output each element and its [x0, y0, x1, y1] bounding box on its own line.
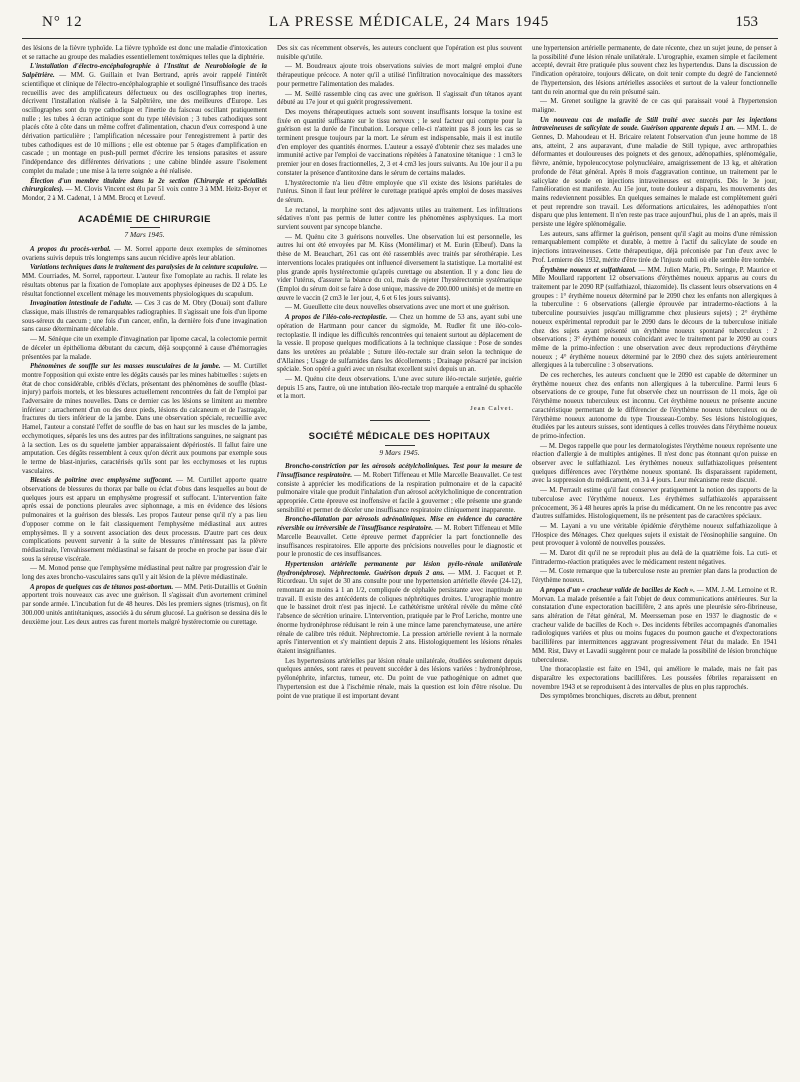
report-body: — MM. L. de Gennes, D. Mahoudeau et H. Bricaire relatent l'observation d'un jeune homme de 18 ans, atteint, 2 ans auparavant, d'une maladie de Still typique, avec arthropathies déformantes et douloureuses des poignets et des genoux, adénopathies, splénomégalie, fièvre, anémie, hypoleucocytose polynucléaire, amaigrissement de 13 kg, et altération profonde de l'état général. Après 8 mois d'aggravation continue, un traitement par le salicylate de soude en injections intraveineuses est entrepris. Dès le 3e jour, l'amélioration est manifeste. Au 15e jour, toute douleur a disparu, les mouvements des mains redeviennent possibles. En quelques semaines le malade est complètement guéri et peut reprendre son travail. Les déformations articulaires, les adénopathies n'ont disparu que plus lentement. Il n'en reste pas trace aujourd'hui, plus de 1 an après, mais il persiste une légère splénomégalie.: [532, 125, 777, 229]
paragraph: — M. Boudreaux ajoute trois observations suivies de mort malgré emploi d'une thérapeutique précoce. A noter qu'il a utilisé l'infiltration novocaïnique des masséters pour permettre l'alimentation des malades.: [277, 63, 522, 88]
paragraph: Les auteurs, sans affirmer la guérison, pensent qu'il s'agit au moins d'une rémission remarquablement complète et durable, à mettre à l'actif du salicylate de soude en injections intraveineuses. Cette thérapeutique, déjà préconisée par l'un d'eux avec le Prof. Lemierre dès 1932, mérite d'être tirée de l'injuste oubli où elle semble être tombée.: [532, 230, 777, 264]
report-body: — MM. J. Facquet et P. Ricordeau. Un sujet de 30 ans consulte pour une hypertension artérielle élevée (24-12), remontant au moins à 1 an 1/2, compliquée de céphalée persistante avec inaptitude au travail. Il existe des antécédents de coliques néphrétiques droites. L'urographie montre que le bassinet droit n'est pas injecté. Le cathétérisme urétéral révèle du même côté l'absence de sécrétion urinaire. L'intervention, pratiquée par le Prof Leriche, montre une énorme hydronéphrose réduisant le rein à une mince lame parenchymateuse, une artère rénale de calibre très réduit. Néphrectomie. La pression artérielle revient à la normale après l'intervention et s'y maintient depuis 2 ans. Histologiquement les lésions rénales étaient insignifiantes.: [277, 569, 522, 655]
section-date: 9 Mars 1945.: [379, 447, 420, 457]
column-1: [22, 45, 267, 1075]
report-title: Invagination intestinale de l'adulte.: [30, 300, 133, 308]
report-body: — MM. G. Guillain et Ivan Bertrand, après avoir rappelé l'intérêt scientifique et clinique de l'électro-encéphalographie et souligné l'insuffisance des tracés recueillis avec des amplificateurs défectueux ou des oscillographes trop inertes, décrivent l'installation réalisée à la Salpêtrière, une des meilleures d'Europe. Les oscillographes sont du type cathodique et l'inertie du faisceau oscillant pratiquement nulle ; les tubes à écran actinique sont du type télévision ; 3 tubes cathodiques sont placés côte à côte dans un même coffret d'alimentation, chacun d'eux correspond à une dérivation particulière ; l'amplification nécessaire pour l'enregistrement à partir des tubes cathodiques est de 10 millions ; elle est obtenue par 5 étages d'amplification en cascade ; un montage en push-pull permet d'écrire les tensions parasites et assure l'indépendance des différentes dérivations ; une cabine blindée assure l'isolement complet du malade ; une mise à la terre soignée a été réalisée.: [22, 72, 267, 175]
section-date: 7 Mars 1945.: [124, 230, 165, 240]
report-title: L'installation d'électro-encéphalographie à l'Institut de Neurobiologie de la Salpêtrière.: [22, 63, 267, 80]
report-body: — M. Curtillet montre l'opposition qui existe entre les dégâts causés par les mines habituelles : sujets en état de choc considérable, criblés d'éclats, présentant des phénomènes de souffle (blast-injury) parfois mortels, et les blessures actuellement rencontrées du fait de l'emploi par l'adversaire de mines nouvelles. Dans ce dernier cas les lésions se limitent au membre inférieur : arrachement d'un ou des deux pieds, lésions du calcaneum et de l'astragale, fractures du tiers inférieur de la jambe. Dans une observation spéciale, recueillie avec Hamel, l'auteur a constaté l'effet de souffle de bas en haut sur les muscles de la jambe, ecchymotiques, séparés les uns des autres par des infiltrations sanguines, ne saignant pas à la section. Les os du squelette jambier apparaissaient dépériostés. Il fallut faire une amputation. Ces dégâts ressemblent à ceux qu'on décrit aux poumons par exemple sous le terme de blast-injuries, caractérisés qu'ils sont par les ecchymoses et les ruptus vasculaires.: [22, 363, 267, 475]
author-signature: Jean Calvet.: [470, 405, 514, 413]
paragraph: [277, 561, 522, 657]
report-title: Hypertension artérielle permanente par lésion pyélo-rénale unilatérale (hydronéphrose). Néphrectomie. Guérison depuis 2 ans.: [277, 560, 522, 577]
paragraph: [22, 477, 267, 564]
report-body: — M. Robert Tiffeneau et Mlle Marcelle Beauvallet. Ce test consiste à apprécier les modifications de la respiration pulmonaire et de la capacité pulmonaire vitale que produit l'inhalation d'un aérosol acétylcholinique de concentration appropriée. Cette épreuve est inoffensive et facile à gouverner ; elle présente une grande sensibilité et permet de déceler une insuffisance respiratoire cliniquement inapparente.: [277, 471, 522, 514]
paragraph: — M. Sénèque cite un exemple d'invagination par lipome cæcal, la colectomie permit de déceler un épithélioma débutant du cæcum, déjà soupçonné à cause d'hémorragies présentées par la malade.: [22, 336, 267, 361]
report-title: Un nouveau cas de maladie de Still traité avec succès par les injections intraveineuses de salicylate de soude. Guérison apparente depuis 1 an.: [532, 116, 777, 133]
paragraph: Des six cas récemment observés, les auteurs concluent que l'opération est plus souvent nuisible qu'utile.: [277, 45, 522, 61]
report-title: Élection d'un membre titulaire dans la 2e section (Chirurgie et spécialités chirurgicales).: [22, 177, 267, 194]
paragraph: [532, 117, 777, 230]
page-header: [22, 14, 778, 39]
report-body: — Chez un homme de 53 ans, ayant subi une opération de Hartmann pour cancer du sigmoïde, M. Rudler fit une iléo-colo-rectoplastie. Il indique les difficultés rencontrées qui tenaient surtout au déplacement de la vessie. Il propose quelques modifications à la technique classique : Pose de sondes dans les uretères au préalable ; Suture iléo-rectale sur drain selon la technique de d'Allaines ; Usage de sulfamides dans les décollements ; Drainage présacré par incision spéciale. Son opéré a guéri avec un résultat excellent suivi depuis un an.: [277, 314, 522, 374]
report-title: Phénomènes de souffle sur les masses musculaires de la jambe.: [30, 363, 221, 371]
report-title: A propos de l'iléo-colo-rectoplastie.: [285, 314, 388, 322]
paragraph: Des symptômes bronchiques, discrets au début, prennent: [540, 693, 697, 701]
report-body: — MM. Petit-Dutaillis et Guénin apportent trois nouveaux cas avec une guérison. Il s'agissait d'un avortement criminel par sonde armée. L'incubation fut de 48 heures. Dès les premiers signes (trismus), on fit 300.000 unités antitétaniques, associés à du sérum glucosé. La guérison se dessina dès le deuxième jour. Les deux autres cas furent mortels malgré hystérectomie ou curettage.: [22, 583, 267, 626]
paragraph: Des moyens thérapeutiques actuels sont souvent insuffisants lorsque la toxine est fixée en quantité suffisante sur le tissu nerveux ; le seul facteur qui compte pour la guérison est la durée de l'incubation. Lorsque celle-ci n'atteint pas 8 jours les cas se terminent presque toujours par la mort. Le sérum est indispensable, mais il est inutile d'en employer des quantités énormes. L'auteur a essayé d'obtenir chez ses malades une immunité active par l'emploi de vaccinations répétées à l'anatoxine tétanique : 1 cm3 le premier jour en doses fractionnelles, 2, 3 et 4 cm3 les jours suivants. Au 10e jour il a pu constater la présence d'antitoxine dans le sérum de certains malades.: [277, 108, 522, 177]
journal-title: LA PRESSE MÉDICALE, 24 Mars 1945: [268, 14, 550, 30]
paragraph: [22, 178, 267, 204]
paragraph: [277, 314, 522, 375]
section-rule: [130, 227, 160, 228]
end-rule: [370, 420, 430, 421]
report-title: A propos de quelques cas de tétanos post-abortum.: [30, 583, 174, 591]
report-body: — MM. Courriades, M. Sorrel, rapporteur. L'auteur fixe l'omoplate au rachis. Il relate les résultats obtenus par la fixation de l'omoplate aux apophyses épineuses de D2 à D5. Le résultat fonctionnel excellent ménage les mouvements physiologiques du scapulum.: [22, 264, 267, 298]
paragraph: — M. Layani a vu une véritable épidémie d'érythème noueux sulfathiazolique à l'Hospice des Ménages. Chez quelques sujets il existait de l'éosinophilie sanguine. On peut provoquer à volonté de nouvelles poussées.: [532, 522, 777, 548]
section-title: ACADÉMIE DE CHIRURGIE: [78, 213, 211, 225]
paragraph: [22, 363, 267, 476]
report-body: — MM. Julien Marie, Ph. Seringe, P. Maurice et Mlle Moullard rapportent 12 observations d'érythèmes noueux apparus au cours du traitement par le 2090 RP (sulfathiazol, thiazomide). Ils classent leurs observations en 4 groupes : 1° érythème noueux déterminé par le 2090 chez les enfants non allergiques à la tuberculine : 6 observations (allergie éprouvée par intradermo-réactions à la tuberculine poursuivies jusqu'au milligramme chez plusieurs sujets) ; 2° érythème noueux expérimental reproduit par le 2090 dans le décours de la tuberculose initiale chez des sujets ayant présenté un érythème noueux spontané tuberculeux : 2 observations ; 3° érythème noueux coïncidant avec le traitement par le 2090 au cours même de la primo-infection : une observation avec deux reproductions d'érythème noueux ; 4° érythème noueux déterminé par le 2090 chez des sujets antérieurement allergiques à la tuberculine : 3 observations.: [532, 266, 777, 370]
paragraph: — M. Quénu cite deux observations. L'une avec suture iléo-rectale surjetée, guérie depuis 15 ans, l'autre, où une intubation iléo-rectale trop marquée a entraîné du sphacèle et la mort.: [277, 376, 522, 401]
paragraph: [22, 584, 267, 628]
report-body: — M. Robert Tiffeneau et Mlle Marcelle Beauvallet. Cette épreuve permet d'apprécier la part fonctionnelle des insuffisances respiratoires. Elle apporte des précisions nouvelles pour le diagnostic et pour le pronostic de ces insuffisances.: [277, 525, 522, 559]
report-body: — M. Sorrel apporte deux exemples de séminomes ovariens suivis depuis très longtemps sans aucun récidive après leur ablation.: [22, 246, 267, 262]
columns: [22, 45, 778, 1075]
paragraph: des lésions de la fièvre typhoïde. La fièvre typhoïde est donc une maladie d'intoxication et se rattache au groupe des maladies essentiellement toxémiques telles que la diphtérie.: [22, 45, 267, 61]
paragraph: — M. Seillé rassemble cinq cas avec une guérison. Il s'agissait d'un tétanos ayant débuté au 17e jour et qui guérit progressivement.: [277, 90, 522, 107]
paragraph: — M. Monod pense que l'emphysème médiastinal peut naître par progression d'air le long des axes broncho-vasculaires sans qu'il y ait lésion de la plèvre médiastinale.: [22, 565, 267, 582]
paragraph: [22, 63, 267, 176]
report-title: Broncho-dilatation par aérosols adrénaliniques. Mise en évidence du caractère réversible ou irréversible de l'insuffisance respiratoire.: [277, 516, 522, 533]
report-body: — M. Clovis Vincent est élu par 51 voix contre 3 à MM. Heitz-Boyer et Mondor, 2 à M. Cadenat, 1 à MM. Brocq et Leveuf.: [22, 186, 267, 202]
paragraph: Les hypertensions artérielles par lésion rénale unilatérale, étudiées seulement depuis quelques années, sont rares et peuvent succéder à des lésions variées : hydronéphrose, pyélonéphrite, infarctus, tumeur, etc. Du point de vue pathogénique on admet que l'hypertension est due à l'ischémie rénale, mais la question est loin d'être résolue. Du point de vue pratique il est important devant: [277, 657, 522, 700]
column-2: [277, 45, 522, 1075]
paragraph: Une thoracoplastie est faite en 1941, qui améliore le malade, mais ne fait pas disparaître les expectorations bacillifères. Les poussées fébriles reparaissent en novembre 1943 et se reproduisent à des intervalles de plus en plus rapprochés.: [532, 666, 777, 691]
report-title: A propos du procès-verbal.: [30, 246, 111, 254]
paragraph: De ces recherches, les auteurs concluent que le 2090 est capable de déterminer un érythème noueux chez des enfants non allergiques à la tuberculine. Parmi leurs 6 observations de ce groupe, l'une fut observée chez un nourrisson de 11 mois, âge où l'érythème noueux tuberculeux est inconnu. Cet érythème noueux ne présente aucune caractéristique permettant de le différencier de l'érythème noueux tuberculeux ou de l'érythème noueux autonome du type Trousseau-Comby. Ses lésions histologiques, étudiées par les auteurs suisses, sont identiques à celles trouvées dans l'érythème noueux de primo-infection.: [532, 372, 777, 440]
paragraph: — M. Darot dit qu'il ne se reproduit plus au delà de la quatrième fois. La cuti- et l'intradermo-réaction pratiquées avec le médicament restent négatives.: [532, 550, 777, 566]
paragraph: [22, 246, 267, 263]
report-title: Blessés de poitrine avec emphysème suffocant.: [30, 477, 173, 485]
paragraph: — M. Quénu cite 3 guérisons nouvelles. Une observation lui est personnelle, les autres lui ont été envoyées par M. Küss (Montélimar) et M. Eurin (Elbeuf). Dans la thèse de M. Beauchart, 261 cas ont été rassemblés avec traités par sérothérapie. Les interventions locales pratiquées ont influencé diversement la statistique. La mortalité est plus grande après hystérectomie qu'après curettage ou abstention. Il y a donc lieu de vider l'utérus, d'assurer la béance du col, mais de rejeter l'hystérectomie systématique (Emploi du sérum doit se faire à dose unique, massive de 200.000 unités) et de mettre en œuvre le vaccin (2 cm3 le 1er jour, 4, 6 et 6 les jours suivants).: [277, 233, 522, 302]
issue-number: N° 12: [42, 14, 83, 30]
report-title: Broncho-constriction par les aérosols acétylcholiniques. Test pour la mesure de l'insuffisance respiratoire.: [277, 463, 522, 479]
paragraph: [22, 264, 267, 299]
report-title: A propos d'un « cracheur valide de bacilles de Koch ».: [540, 586, 695, 594]
report-body: — MM. J.-M. Lemoine et R. Morvan. La malade présentée a fait l'objet de deux communications antérieures. Sur la constatation d'une expectoration bacillifère, 2 ans après une pleurésie séro-fibrineuse, sans altération de l'état général, M. Meersseman pose en 1937 le diagnostic de « cracheur valide de bacilles de Koch ». Des incidents fébriles accompagnés d'anomalies radiologiques variées et plus ou moins fugaces du poumon gauche et d'expectorations bacillifères par intermittences aggravant progressivement l'état du malade. En 1941 MM. Rist, Davy et Lavadii suggèrent pour ce malade la possibilité de lésion bronchique tuberculeuse.: [532, 586, 777, 664]
paragraph: — M. Coste remarque que la tuberculose reste au premier plan dans la production de l'érythème noueux.: [532, 568, 777, 585]
report-title: Érythème noueux et sulfathiazol.: [540, 266, 637, 274]
paragraph: [22, 300, 267, 335]
paragraph: [532, 267, 777, 371]
report-body: — Ces 3 cas de M. Obry (Douai) sont d'allure classique, mais illustrés de remarquables radiographies. Il s'agissait une fois d'un lipome sous-séreux du caecum ; une fois d'un cancer, enfin, la dernière fois d'une invagination sans cause déterminante décelable.: [22, 300, 267, 334]
report-title: Variations techniques dans le traitement des paralysies de la ceinture scapulaire.: [30, 264, 259, 272]
paragraph: — M. Grenet souligne la gravité de ce cas qui paraissait voué à l'hypertension maligne.: [532, 98, 777, 114]
column-3: [532, 45, 777, 1075]
paragraph: — M. Gueullette cite deux nouvelles observations avec une mort et une guérison.: [285, 304, 510, 312]
report-body: — M. Curtillet apporte quatre observations de blessures du thorax par balle ou éclat d'obus dans lesquelles au bout de quelques jours est apparu un emphysème progressif et suffocant. L'intervention faite après essai de ponctions pleurales avec siphonnage, a mis en évidence des lésions pulmonaires et la guérison des blessés. Les propos l'auteur pense qu'il n'y a pas lieu d'opposer comme on le fait classiquement l'emphysème médiastinal aux autres emphysèmes. Il y a souvent association des deux processus. D'autre part ces deux complications peuvent survenir à la suite de blessures n'intéressant pas la plèvre médiastinale, l'envahissement médiastinal se faisant de proche en proche par issue d'air sous la séreuse viscérale.: [22, 477, 267, 563]
paragraph: [277, 463, 522, 515]
paragraph: — M. Perrault estime qu'il faut conserver pratiquement la notion des rapports de la tuberculose avec l'érythème noueux. Les érythèmes sulfathiazolés apparaissent précocement, 36 à 48 heures après la prise du médicament. On ne les rencontre pas avec d'autres sulfamides. Histologiquement, ils ne présentent pas de caractères spéciaux.: [532, 487, 777, 521]
paragraph: une hypertension artérielle permanente, de date récente, chez un sujet jeune, de penser à la possibilité d'une lésion rénale unilatérale. L'urographie, examen simple et facilement accepté, devrait être pratiquée plus souvent chez les hypertendus. Dans la discussion de l'indication opératoire, toujours délicate, on doit tenir compte du degré de l'ancienneté de l'hypertension, des lésions artérielles associées et surtout de la valeur fonctionnelle tant du rein anormal que du rein présumé sain.: [532, 45, 777, 96]
paragraph: [277, 516, 522, 560]
paragraph: [532, 587, 777, 665]
paragraph: — M. Degos rappelle que pour les dermatologistes l'érythème noueux représente une réaction d'allergie à de multiples antigènes. Il n'est donc pas étonnant qu'on puisse en observer avec le sulfathiazol. Les érythèmes noueux sulfathiazoliques présentent quelques différences avec l'érythème noueux spontané. Ils disparaissent rapidement, avec la suppression du médicament, en 3 à 4 jours. Leur mécanisme reste discuté.: [532, 442, 777, 485]
section-title: SOCIÉTÉ MÉDICALE DES HOPITAUX: [308, 430, 491, 442]
paragraph: L'hystérectomie n'a lieu d'être employée que s'il existe des lésions pariétales de l'utérus. Sinon il faut leur préférer le curettage pratiqué après emploi de doses massives de sérum.: [277, 179, 522, 204]
page-number: 153: [735, 14, 758, 30]
paragraph: Le rectanol, la morphine sont des adjuvants utiles au traitement. Les infiltrations sédatives n'ont pas permis de lutter contre les phénomènes asphyxiques. La mort survient souvent par syncope blanche.: [277, 206, 522, 232]
section-rule: [385, 445, 415, 446]
